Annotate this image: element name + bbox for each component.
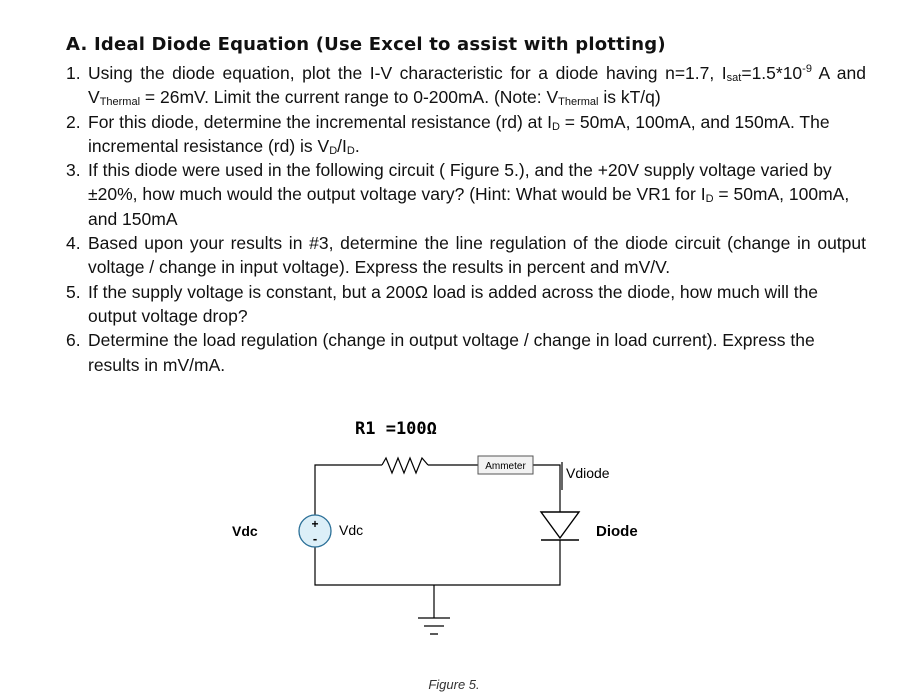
question-4: 4. Based upon your results in #3, determine the line regulation of the diode circuit (change in output voltage / change in input voltage). Express the results in percent and mV/V. bbox=[66, 233, 866, 278]
question-5: 5. If the supply voltage is constant, but a 200Ω load is added across the diode, how much will the output voltage drop? bbox=[66, 281, 819, 326]
source-minus-label: - bbox=[312, 531, 318, 546]
question-2: 2. For this diode, determine the incremental resistance (rd) at $I_D = 50mA$, 100mA, and 150mA. The incremental resistance (rd) is $V_D/I_D$. bbox=[66, 111, 830, 157]
ground-symbol bbox=[418, 618, 450, 634]
resistor-r1 bbox=[382, 458, 428, 473]
question-number: 3. bbox=[66, 160, 81, 181]
diode-symbol bbox=[541, 512, 579, 550]
vdiode-label: Vdiode bbox=[566, 465, 610, 481]
vdc-source-label: Vdc bbox=[339, 522, 364, 538]
section-heading: A. Ideal Diode Equation (Use Excel to assist with plotting) bbox=[66, 34, 666, 55]
circuit-wires bbox=[312, 465, 560, 618]
question-number: 1. bbox=[66, 63, 81, 83]
question-6: 6. Determine the load regulation (change in output voltage / change in load current). Express the results in mV/mA. bbox=[66, 330, 815, 375]
question-3: 3. If this diode were used in the following circuit ( Figure 5.), and the +20V supply voltage varied by ±20%, how much would the output voltage vary? (Hint: What would be VR1 for $I_D = 50mA$, 100mA, and 150mA bbox=[66, 160, 850, 229]
vdc-left-label: Vdc bbox=[232, 523, 258, 539]
question-number: 4. bbox=[66, 233, 81, 254]
figure-caption: Figure 5. bbox=[428, 677, 480, 692]
question-number: 6. bbox=[66, 330, 81, 351]
source-plus-label: + bbox=[311, 517, 319, 531]
question-number: 5. bbox=[66, 281, 81, 302]
question-1: 1. Using the diode equation, plot the I-V characteristic for a diode having n=1.7, $I_{sat}=1.5*10^{-9}$ A and $V_{Thermal} = 26mV$. Limit the current range to 0-200mA. (Note: $V_{Thermal}$ is kT/q) bbox=[66, 63, 867, 109]
diode-label: Diode bbox=[596, 523, 638, 540]
question-number: 2. bbox=[66, 111, 81, 132]
ammeter-label: Ammeter bbox=[485, 461, 526, 472]
r1-label: R1 =100Ω bbox=[355, 419, 437, 439]
